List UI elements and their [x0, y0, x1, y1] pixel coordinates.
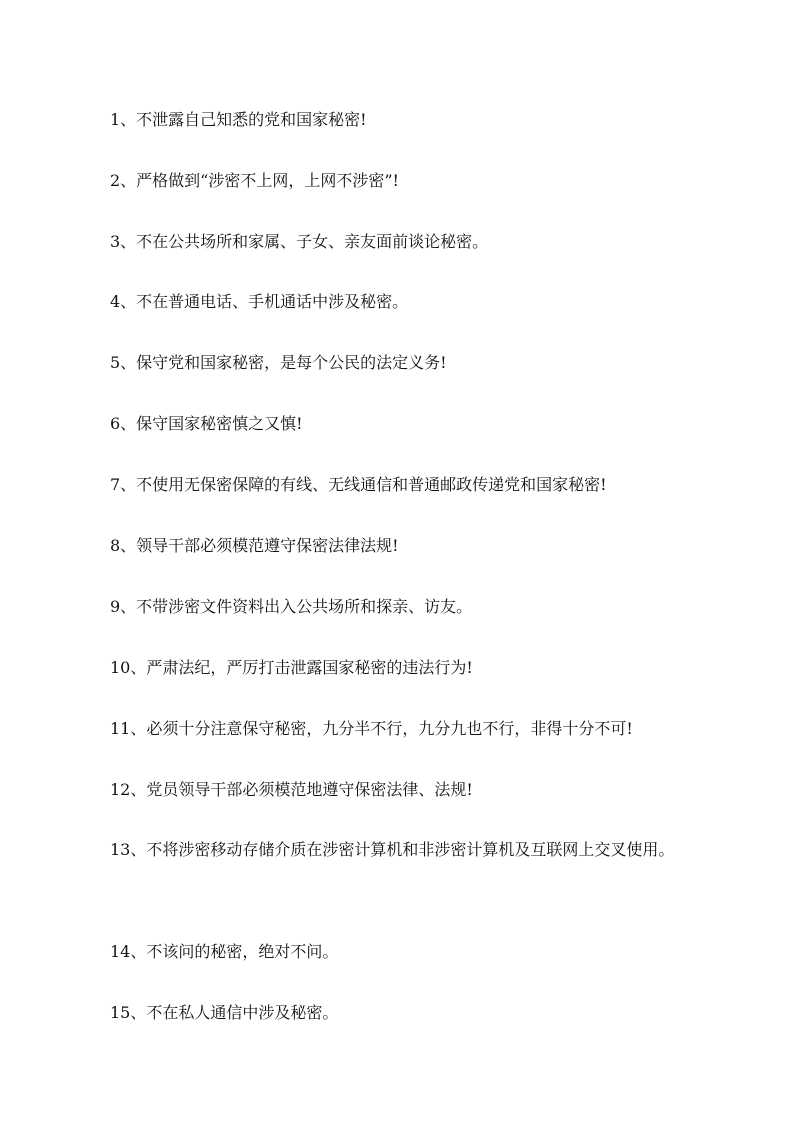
slogan-item-2: 2、严格做到“涉密不上网，上网不涉密”!: [110, 171, 399, 190]
slogan-item-10: 10、严肃法纪，严厉打击泄露国家秘密的违法行为!: [110, 658, 473, 677]
slogan-item-9: 9、不带涉密文件资料出入公共场所和探亲、访友。: [110, 597, 473, 616]
slogan-item-3: 3、不在公共场所和家属、子女、亲友面前谈论秘密。: [110, 232, 489, 251]
slogan-item-11: 11、必须十分注意保守秘密，九分半不行，九分九也不行，非得十分不可!: [110, 719, 633, 738]
slogan-item-7: 7、不使用无保密保障的有线、无线通信和普通邮政传递党和国家秘密!: [110, 475, 607, 494]
slogan-item-1: 1、不泄露自己知悉的党和国家秘密!: [110, 110, 367, 129]
slogan-item-13: 13、不将涉密移动存储介质在涉密计算机和非涉密计算机及互联网上交叉使用。: [110, 840, 675, 859]
slogan-item-8: 8、领导干部必须模范遵守保密法律法规!: [110, 536, 399, 555]
slogan-item-15: 15、不在私人通信中涉及秘密。: [110, 1003, 339, 1022]
slogan-item-14: 14、不该问的秘密，绝对不问。: [110, 942, 339, 961]
slogan-item-6: 6、保守国家秘密慎之又慎!: [110, 414, 303, 433]
slogan-item-4: 4、不在普通电话、手机通话中涉及秘密。: [110, 292, 409, 311]
slogan-item-5: 5、保守党和国家秘密，是每个公民的法定义务!: [110, 353, 447, 372]
slogan-item-12: 12、党员领导干部必须模范地遵守保密法律、法规!: [110, 780, 473, 799]
